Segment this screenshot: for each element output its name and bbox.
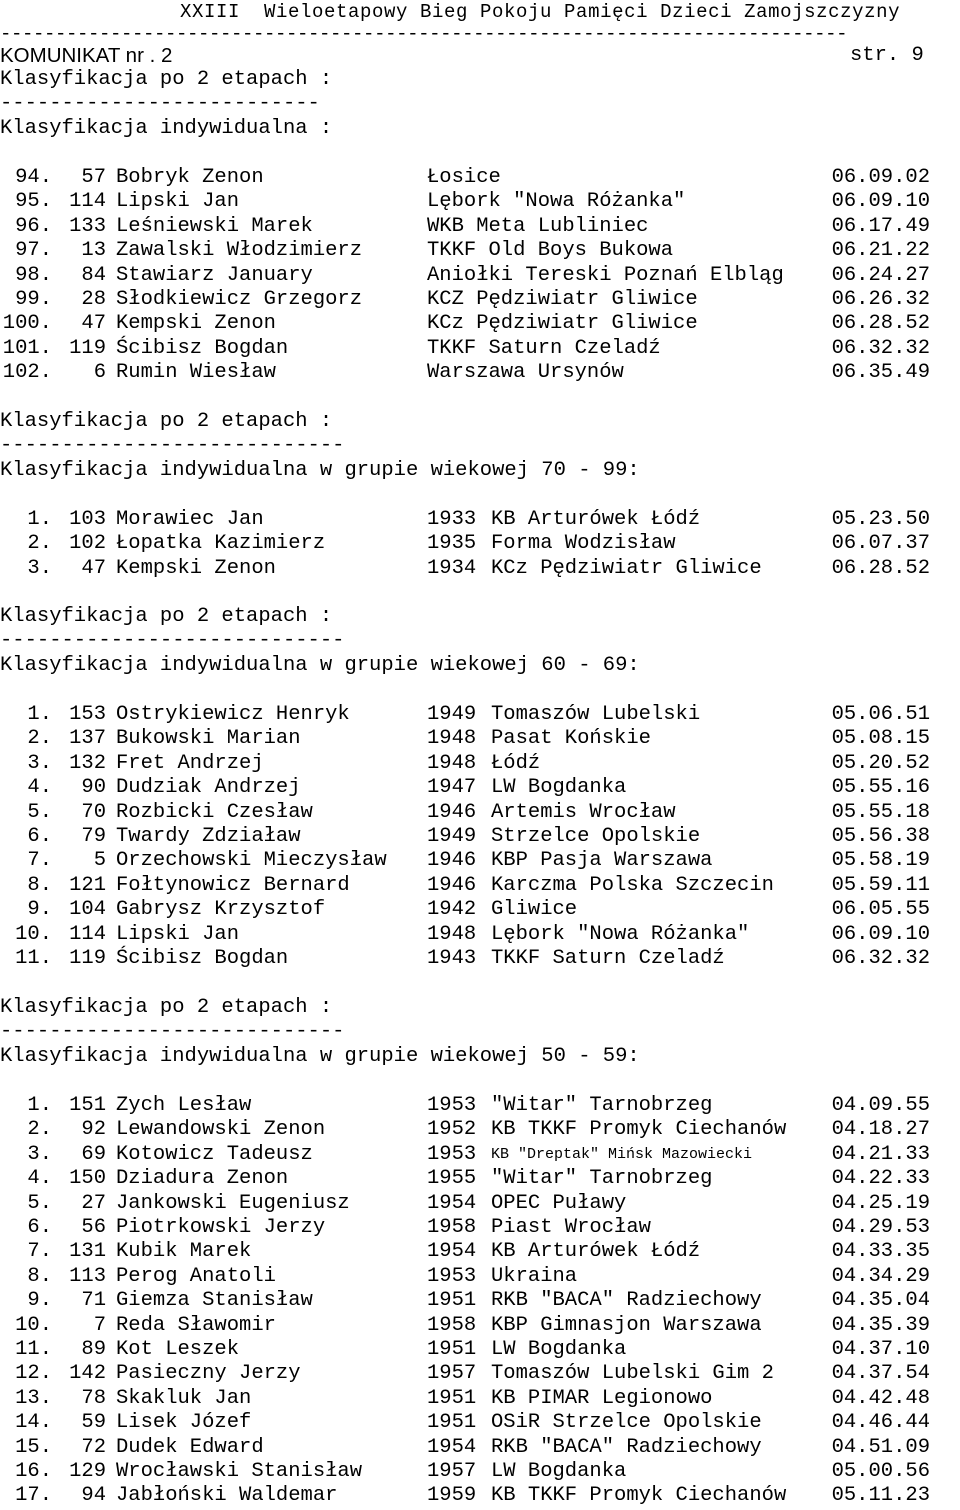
bib-number-cell: 119 bbox=[69, 947, 106, 970]
name-cell: Dudziak Andrzej bbox=[116, 776, 301, 800]
name-cell: Bobryk Zenon bbox=[116, 166, 264, 189]
birth-year-cell: 1946 bbox=[427, 873, 477, 897]
name-cell: Skakluk Jan bbox=[116, 1386, 252, 1410]
table-row bbox=[0, 947, 960, 971]
bib-number-cell: 153 bbox=[69, 703, 106, 726]
table-row bbox=[0, 1411, 960, 1435]
position-cell: 4. bbox=[27, 776, 52, 800]
name-cell: Ścibisz Bogdan bbox=[116, 336, 289, 360]
section-60-rule: ---------------------------- bbox=[0, 629, 345, 652]
bib-number-cell: 47 bbox=[81, 312, 106, 336]
birth-year-cell: 1952 bbox=[427, 1118, 477, 1142]
table-row bbox=[0, 1094, 960, 1118]
birth-year-cell: 1951 bbox=[427, 1386, 477, 1410]
table-row bbox=[0, 776, 960, 800]
name-cell: Wrocławski Stanisław bbox=[116, 1460, 363, 1483]
section-70-rule: ---------------------------- bbox=[0, 434, 345, 457]
time-cell: 04.37.54 bbox=[831, 1362, 930, 1386]
table-row bbox=[0, 1240, 960, 1264]
time-cell: 04.51.09 bbox=[831, 1435, 930, 1459]
bib-number-cell: 70 bbox=[81, 800, 106, 824]
time-cell: 04.34.29 bbox=[831, 1264, 930, 1288]
club-cell: WKB Meta Lubliniec bbox=[427, 214, 649, 238]
section-50-rule: ---------------------------- bbox=[0, 1020, 345, 1043]
bib-number-cell: 71 bbox=[81, 1289, 106, 1313]
position-cell: 100. bbox=[2, 312, 52, 336]
name-cell: Pasieczny Jerzy bbox=[116, 1362, 301, 1386]
time-cell: 06.24.27 bbox=[831, 263, 930, 287]
bib-number-cell: 132 bbox=[69, 751, 106, 775]
club-cell: Lębork "Nowa Różanka" bbox=[491, 922, 750, 946]
page-number: str. 9 bbox=[850, 44, 924, 67]
bib-number-cell: 27 bbox=[81, 1191, 106, 1215]
club-cell: OPEC Puławy bbox=[491, 1191, 627, 1215]
time-cell: 05.00.56 bbox=[831, 1460, 930, 1483]
position-cell: 6. bbox=[27, 1216, 52, 1239]
position-cell: 10. bbox=[15, 922, 52, 946]
position-cell: 1. bbox=[27, 703, 52, 726]
time-cell: 06.09.10 bbox=[831, 922, 930, 946]
time-cell: 04.37.10 bbox=[831, 1338, 930, 1361]
bib-number-cell: 79 bbox=[81, 825, 106, 848]
club-cell: Piast Wrocław bbox=[491, 1216, 651, 1239]
position-cell: 6. bbox=[27, 825, 52, 848]
time-cell: 04.33.35 bbox=[831, 1240, 930, 1264]
position-cell: 5. bbox=[27, 1191, 52, 1215]
section-general-heading: Klasyfikacja po 2 etapach : bbox=[0, 68, 333, 91]
table-row bbox=[0, 923, 960, 947]
table-row bbox=[0, 1338, 960, 1362]
table-row bbox=[0, 1265, 960, 1289]
time-cell: 04.25.19 bbox=[831, 1191, 930, 1215]
position-cell: 13. bbox=[15, 1386, 52, 1410]
time-cell: 05.20.52 bbox=[831, 751, 930, 775]
name-cell: Kubik Marek bbox=[116, 1240, 252, 1264]
club-cell: Łosice bbox=[427, 166, 501, 189]
club-cell: KB Arturówek Łódź bbox=[491, 508, 701, 531]
club-cell: "Witar" Tarnobrzeg bbox=[491, 1167, 713, 1191]
position-cell: 2. bbox=[27, 1118, 52, 1142]
time-cell: 06.32.32 bbox=[831, 336, 930, 360]
bib-number-cell: 90 bbox=[81, 776, 106, 800]
position-cell: 9. bbox=[27, 1289, 52, 1313]
birth-year-cell: 1954 bbox=[427, 1435, 477, 1459]
table-row bbox=[0, 190, 960, 214]
time-cell: 06.07.37 bbox=[831, 532, 930, 556]
name-cell: Dudek Edward bbox=[116, 1435, 264, 1459]
table-row bbox=[0, 1216, 960, 1240]
club-cell: Tomaszów Lubelski bbox=[491, 703, 701, 726]
bib-number-cell: 89 bbox=[81, 1338, 106, 1361]
time-cell: 06.09.10 bbox=[831, 190, 930, 214]
club-cell: Karczma Polska Szczecin bbox=[491, 873, 774, 897]
table-row bbox=[0, 288, 960, 312]
name-cell: Łopatka Kazimierz bbox=[116, 532, 326, 556]
name-cell: Jabłoński Waldemar bbox=[116, 1484, 338, 1508]
bib-number-cell: 129 bbox=[69, 1460, 106, 1483]
time-cell: 06.32.32 bbox=[831, 947, 930, 970]
table-row bbox=[0, 361, 960, 385]
club-cell: OSiR Strzelce Opolskie bbox=[491, 1411, 762, 1435]
name-cell: Rumin Wiesław bbox=[116, 361, 276, 385]
table-row bbox=[0, 215, 960, 239]
table-row bbox=[0, 264, 960, 288]
bib-number-cell: 13 bbox=[81, 239, 106, 263]
name-cell: Giemza Stanisław bbox=[116, 1289, 313, 1313]
birth-year-cell: 1948 bbox=[427, 922, 477, 946]
time-cell: 04.22.33 bbox=[831, 1167, 930, 1191]
table-row bbox=[0, 752, 960, 776]
time-cell: 04.35.39 bbox=[831, 1313, 930, 1337]
birth-year-cell: 1959 bbox=[427, 1484, 477, 1508]
table-row bbox=[0, 166, 960, 190]
name-cell: Jankowski Eugeniusz bbox=[116, 1191, 350, 1215]
club-cell: Forma Wodzisław bbox=[491, 532, 676, 556]
document-title: XXIII Wieloetapowy Bieg Pokoju Pamięci Dzieci Zamojszczyzny bbox=[180, 1, 901, 23]
bib-number-cell: 7 bbox=[93, 1313, 106, 1337]
time-cell: 04.18.27 bbox=[831, 1118, 930, 1142]
name-cell: Piotrkowski Jerzy bbox=[116, 1216, 326, 1239]
time-cell: 05.55.16 bbox=[831, 776, 930, 800]
birth-year-cell: 1951 bbox=[427, 1411, 477, 1435]
bib-number-cell: 119 bbox=[69, 336, 106, 360]
table-row bbox=[0, 508, 960, 532]
club-cell: Gliwice bbox=[491, 898, 578, 922]
position-cell: 102. bbox=[2, 361, 52, 385]
birth-year-cell: 1948 bbox=[427, 751, 477, 775]
bib-number-cell: 121 bbox=[69, 873, 106, 897]
table-row bbox=[0, 532, 960, 556]
name-cell: Bukowski Marian bbox=[116, 727, 301, 751]
birth-year-cell: 1951 bbox=[427, 1338, 477, 1361]
position-cell: 17. bbox=[15, 1484, 52, 1508]
club-cell: KB PIMAR Legionowo bbox=[491, 1386, 713, 1410]
time-cell: 05.06.51 bbox=[831, 703, 930, 726]
name-cell: Zawalski Włodzimierz bbox=[116, 239, 363, 263]
table-row bbox=[0, 874, 960, 898]
bib-number-cell: 151 bbox=[69, 1094, 106, 1117]
club-cell: KB TKKF Promyk Ciechanów bbox=[491, 1484, 787, 1508]
bib-number-cell: 57 bbox=[81, 166, 106, 189]
position-cell: 4. bbox=[27, 1167, 52, 1191]
time-cell: 06.28.52 bbox=[831, 556, 930, 580]
name-cell: Ostrykiewicz Henryk bbox=[116, 703, 350, 726]
time-cell: 05.08.15 bbox=[831, 727, 930, 751]
position-cell: 95. bbox=[15, 190, 52, 214]
section-70-subheading: Klasyfikacja indywidualna w grupie wiekowej 70 - 99: bbox=[0, 459, 640, 482]
club-cell: TKKF Saturn Czeladź bbox=[427, 336, 661, 360]
birth-year-cell: 1958 bbox=[427, 1313, 477, 1337]
club-cell: KCZ Pędziwiatr Gliwice bbox=[427, 288, 698, 311]
birth-year-cell: 1947 bbox=[427, 776, 477, 800]
birth-year-cell: 1953 bbox=[427, 1142, 477, 1166]
time-cell: 04.29.53 bbox=[831, 1216, 930, 1239]
club-cell: TKKF Old Boys Bukowa bbox=[427, 239, 674, 263]
position-cell: 1. bbox=[27, 508, 52, 531]
name-cell: Lipski Jan bbox=[116, 190, 240, 214]
name-cell: Perog Anatoli bbox=[116, 1264, 276, 1288]
birth-year-cell: 1953 bbox=[427, 1094, 477, 1117]
club-cell: LW Bogdanka bbox=[491, 1338, 627, 1361]
table-row bbox=[0, 898, 960, 922]
table-row bbox=[0, 557, 960, 581]
table-row bbox=[0, 1167, 960, 1191]
bib-number-cell: 56 bbox=[81, 1216, 106, 1239]
time-cell: 05.11.23 bbox=[831, 1484, 930, 1508]
club-cell: Lębork "Nowa Różanka" bbox=[427, 190, 686, 214]
club-cell: LW Bogdanka bbox=[491, 776, 627, 800]
club-cell: Warszawa Ursynów bbox=[427, 361, 624, 385]
time-cell: 06.17.49 bbox=[831, 214, 930, 238]
position-cell: 5. bbox=[27, 800, 52, 824]
birth-year-cell: 1946 bbox=[427, 849, 477, 873]
time-cell: 05.23.50 bbox=[831, 508, 930, 531]
name-cell: Fret Andrzej bbox=[116, 751, 264, 775]
position-cell: 96. bbox=[15, 214, 52, 238]
name-cell: Kotowicz Tadeusz bbox=[116, 1142, 313, 1166]
position-cell: 8. bbox=[27, 873, 52, 897]
bib-number-cell: 131 bbox=[69, 1240, 106, 1264]
section-general-subheading: Klasyfikacja indywidualna : bbox=[0, 117, 333, 140]
bib-number-cell: 142 bbox=[69, 1362, 106, 1386]
position-cell: 10. bbox=[15, 1313, 52, 1337]
club-cell: Łódź bbox=[491, 751, 541, 775]
birth-year-cell: 1949 bbox=[427, 703, 477, 726]
bib-number-cell: 102 bbox=[69, 532, 106, 556]
bib-number-cell: 69 bbox=[81, 1142, 106, 1166]
club-cell: TKKF Saturn Czeladź bbox=[491, 947, 725, 970]
birth-year-cell: 1955 bbox=[427, 1167, 477, 1191]
name-cell: Lisek Józef bbox=[116, 1411, 252, 1435]
bib-number-cell: 78 bbox=[81, 1386, 106, 1410]
birth-year-cell: 1948 bbox=[427, 727, 477, 751]
club-cell: KBP Gimnasjon Warszawa bbox=[491, 1313, 762, 1337]
club-cell: KCz Pędziwiatr Gliwice bbox=[491, 556, 762, 580]
position-cell: 11. bbox=[15, 947, 52, 970]
birth-year-cell: 1953 bbox=[427, 1264, 477, 1288]
time-cell: 04.35.04 bbox=[831, 1289, 930, 1313]
name-cell: Leśniewski Marek bbox=[116, 214, 313, 238]
position-cell: 11. bbox=[15, 1338, 52, 1361]
position-cell: 12. bbox=[15, 1362, 52, 1386]
table-row bbox=[0, 1118, 960, 1142]
time-cell: 04.21.33 bbox=[831, 1142, 930, 1166]
position-cell: 3. bbox=[27, 751, 52, 775]
bib-number-cell: 94 bbox=[81, 1484, 106, 1508]
position-cell: 7. bbox=[27, 849, 52, 873]
name-cell: Kempski Zenon bbox=[116, 312, 276, 336]
birth-year-cell: 1934 bbox=[427, 556, 477, 580]
name-cell: Kot Leszek bbox=[116, 1338, 240, 1361]
birth-year-cell: 1958 bbox=[427, 1216, 477, 1239]
club-cell: KB Arturówek Łódź bbox=[491, 1240, 701, 1264]
name-cell: Kempski Zenon bbox=[116, 556, 276, 580]
table-row bbox=[0, 1387, 960, 1411]
section-general-rule: -------------------------- bbox=[0, 92, 320, 115]
time-cell: 06.21.22 bbox=[831, 239, 930, 263]
time-cell: 04.09.55 bbox=[831, 1094, 930, 1117]
time-cell: 05.58.19 bbox=[831, 849, 930, 873]
club-cell: RKB "BACA" Radziechowy bbox=[491, 1435, 762, 1459]
table-row bbox=[0, 825, 960, 849]
club-cell: KBP Pasja Warszawa bbox=[491, 849, 713, 873]
club-cell: Ukraina bbox=[491, 1264, 578, 1288]
position-cell: 7. bbox=[27, 1240, 52, 1264]
table-row bbox=[0, 1436, 960, 1460]
communique-number: KOMUNIKAT nr . 2 bbox=[0, 44, 173, 67]
name-cell: Dziadura Zenon bbox=[116, 1167, 289, 1191]
position-cell: 1. bbox=[27, 1094, 52, 1117]
name-cell: Rozbicki Czesław bbox=[116, 800, 313, 824]
name-cell: Reda Sławomir bbox=[116, 1313, 276, 1337]
birth-year-cell: 1935 bbox=[427, 532, 477, 556]
bib-number-cell: 5 bbox=[93, 849, 106, 873]
table-row bbox=[0, 703, 960, 727]
position-cell: 9. bbox=[27, 898, 52, 922]
position-cell: 101. bbox=[2, 336, 52, 360]
name-cell: Słodkiewicz Grzegorz bbox=[116, 288, 363, 311]
table-row bbox=[0, 727, 960, 751]
birth-year-cell: 1933 bbox=[427, 508, 477, 531]
section-70-heading: Klasyfikacja po 2 etapach : bbox=[0, 410, 333, 433]
bib-number-cell: 47 bbox=[81, 556, 106, 580]
position-cell: 94. bbox=[15, 166, 52, 189]
time-cell: 05.55.18 bbox=[831, 800, 930, 824]
club-cell: LW Bogdanka bbox=[491, 1460, 627, 1483]
birth-year-cell: 1949 bbox=[427, 825, 477, 848]
birth-year-cell: 1946 bbox=[427, 800, 477, 824]
table-row bbox=[0, 1484, 960, 1508]
club-cell: Aniołki Tereski Poznań Elbląg bbox=[427, 263, 784, 287]
position-cell: 3. bbox=[27, 556, 52, 580]
bib-number-cell: 113 bbox=[69, 1264, 106, 1288]
name-cell: Lipski Jan bbox=[116, 922, 240, 946]
bib-number-cell: 133 bbox=[69, 214, 106, 238]
position-cell: 3. bbox=[27, 1142, 52, 1166]
bib-number-cell: 137 bbox=[69, 727, 106, 751]
club-cell: KB "Dreptak" Mińsk Mazowiecki bbox=[491, 1145, 753, 1163]
position-cell: 2. bbox=[27, 532, 52, 556]
section-50-heading: Klasyfikacja po 2 etapach : bbox=[0, 996, 333, 1019]
name-cell: Orzechowski Mieczysław bbox=[116, 849, 387, 873]
club-cell: RKB "BACA" Radziechowy bbox=[491, 1289, 762, 1313]
name-cell: Ścibisz Bogdan bbox=[116, 947, 289, 970]
section-60-heading: Klasyfikacja po 2 etapach : bbox=[0, 605, 333, 628]
birth-year-cell: 1957 bbox=[427, 1460, 477, 1483]
name-cell: Twardy Zdziaław bbox=[116, 825, 301, 848]
bib-number-cell: 28 bbox=[81, 288, 106, 311]
club-cell: KCz Pędziwiatr Gliwice bbox=[427, 312, 698, 336]
section-60-subheading: Klasyfikacja indywidualna w grupie wiekowej 60 - 69: bbox=[0, 654, 640, 677]
time-cell: 05.59.11 bbox=[831, 873, 930, 897]
header-rule: ----------------------------------------------------------------------------- bbox=[0, 23, 848, 45]
birth-year-cell: 1954 bbox=[427, 1240, 477, 1264]
table-row bbox=[0, 1289, 960, 1313]
birth-year-cell: 1957 bbox=[427, 1362, 477, 1386]
bib-number-cell: 103 bbox=[69, 508, 106, 531]
table-row bbox=[0, 1143, 960, 1167]
table-row bbox=[0, 1362, 960, 1386]
time-cell: 06.28.52 bbox=[831, 312, 930, 336]
table-row bbox=[0, 1460, 960, 1484]
bib-number-cell: 6 bbox=[93, 361, 106, 385]
bib-number-cell: 150 bbox=[69, 1167, 106, 1191]
bib-number-cell: 72 bbox=[81, 1435, 106, 1459]
time-cell: 06.05.55 bbox=[831, 898, 930, 922]
time-cell: 05.56.38 bbox=[831, 825, 930, 848]
club-cell: Tomaszów Lubelski Gim 2 bbox=[491, 1362, 774, 1386]
club-cell: Artemis Wrocław bbox=[491, 800, 676, 824]
table-row bbox=[0, 801, 960, 825]
table-row bbox=[0, 1314, 960, 1338]
name-cell: Fołtynowicz Bernard bbox=[116, 873, 350, 897]
table-row bbox=[0, 312, 960, 336]
name-cell: Gabrysz Krzysztof bbox=[116, 898, 326, 922]
club-cell: KB TKKF Promyk Ciechanów bbox=[491, 1118, 787, 1142]
name-cell: Stawiarz January bbox=[116, 263, 313, 287]
time-cell: 04.42.48 bbox=[831, 1386, 930, 1410]
time-cell: 06.35.49 bbox=[831, 361, 930, 385]
position-cell: 99. bbox=[15, 288, 52, 311]
table-row bbox=[0, 849, 960, 873]
position-cell: 16. bbox=[15, 1460, 52, 1483]
table-row bbox=[0, 1192, 960, 1216]
section-50-subheading: Klasyfikacja indywidualna w grupie wiekowej 50 - 59: bbox=[0, 1045, 640, 1068]
position-cell: 97. bbox=[15, 239, 52, 263]
birth-year-cell: 1942 bbox=[427, 898, 477, 922]
position-cell: 98. bbox=[15, 263, 52, 287]
name-cell: Morawiec Jan bbox=[116, 508, 264, 531]
bib-number-cell: 114 bbox=[69, 922, 106, 946]
position-cell: 8. bbox=[27, 1264, 52, 1288]
table-row bbox=[0, 337, 960, 361]
name-cell: Zych Lesław bbox=[116, 1094, 252, 1117]
time-cell: 04.46.44 bbox=[831, 1411, 930, 1435]
bib-number-cell: 59 bbox=[81, 1411, 106, 1435]
club-cell: Pasat Końskie bbox=[491, 727, 651, 751]
name-cell: Lewandowski Zenon bbox=[116, 1118, 326, 1142]
birth-year-cell: 1943 bbox=[427, 947, 477, 970]
bib-number-cell: 92 bbox=[81, 1118, 106, 1142]
bib-number-cell: 104 bbox=[69, 898, 106, 922]
time-cell: 06.09.02 bbox=[831, 166, 930, 189]
birth-year-cell: 1951 bbox=[427, 1289, 477, 1313]
bib-number-cell: 84 bbox=[81, 263, 106, 287]
club-cell: "Witar" Tarnobrzeg bbox=[491, 1094, 713, 1117]
position-cell: 2. bbox=[27, 727, 52, 751]
birth-year-cell: 1954 bbox=[427, 1191, 477, 1215]
time-cell: 06.26.32 bbox=[831, 288, 930, 311]
club-cell: Strzelce Opolskie bbox=[491, 825, 701, 848]
table-row bbox=[0, 239, 960, 263]
position-cell: 15. bbox=[15, 1435, 52, 1459]
position-cell: 14. bbox=[15, 1411, 52, 1435]
bib-number-cell: 114 bbox=[69, 190, 106, 214]
